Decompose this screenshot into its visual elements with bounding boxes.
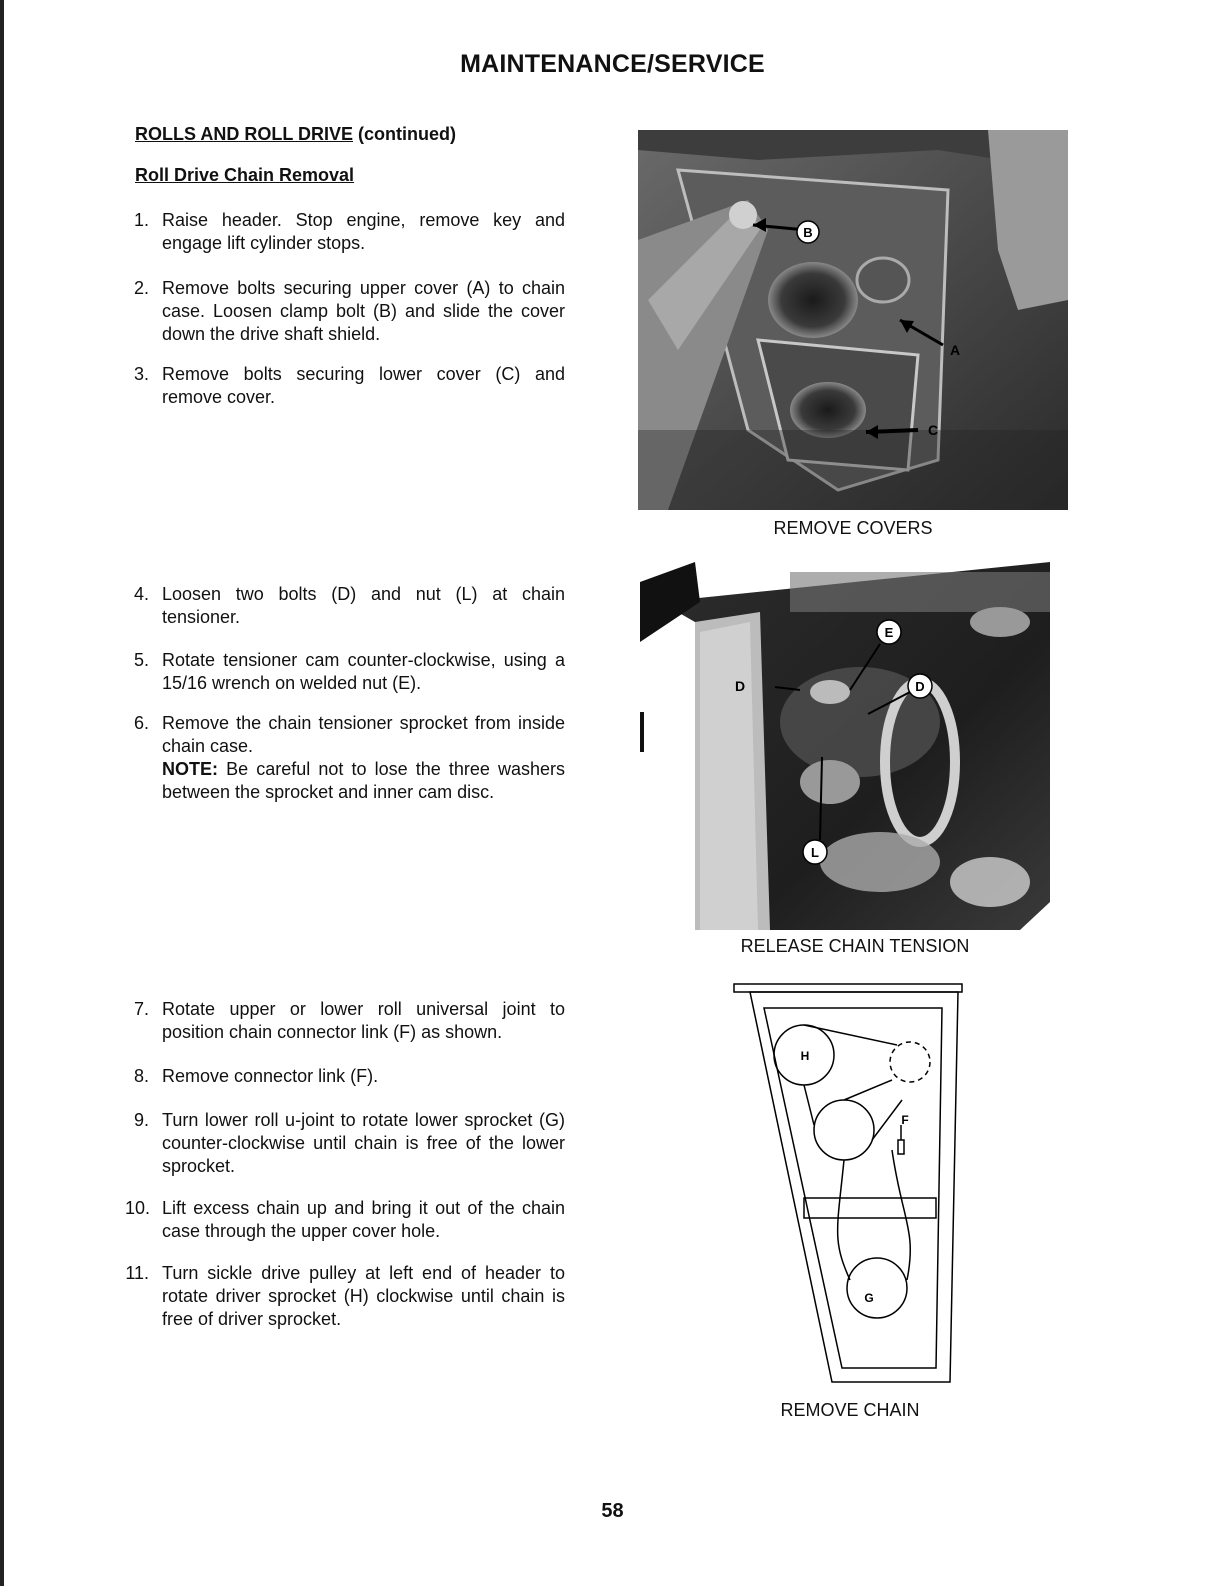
figure-remove-covers-photo: [638, 130, 1068, 510]
note-text: Be careful not to lose the three washers between the sprocket and inner cam disc.: [162, 759, 565, 802]
sprocket-g: [847, 1258, 907, 1318]
label-b: B: [803, 225, 813, 240]
step-text: [162, 712, 565, 804]
step-number: 1.: [133, 210, 149, 230]
step-number: 6.: [133, 713, 149, 733]
step-number: 9.: [133, 1110, 149, 1130]
label-g: G: [864, 1291, 874, 1305]
note-label: NOTE:: [162, 759, 218, 779]
section-heading: [135, 124, 456, 145]
label-a: A: [950, 342, 961, 358]
step-text: Rotate upper or lower roll universal joint to position chain connector link (F) as shown.: [162, 999, 565, 1042]
caption-release-chain-tension: RELEASE CHAIN TENSION: [740, 936, 970, 956]
step-number: 2.: [133, 278, 149, 298]
page-number: 58: [601, 1500, 624, 1522]
step-text: Remove bolts securing upper cover (A) to chain case. Loosen clamp bolt (B) and slide the cover down the drive shaft shield.: [162, 278, 565, 344]
step-text: Turn lower roll u-joint to rotate lower sprocket (G) counter-clockwise until chain is free of the lower sprocket.: [162, 1110, 565, 1176]
step-number: 7.: [133, 999, 149, 1019]
caption-remove-chain: REMOVE CHAIN: [780, 1400, 920, 1420]
page-left-border: [0, 0, 4, 1586]
label-e: E: [884, 625, 894, 640]
step-text: Lift excess chain up and bring it out of the chain case through the upper cover hole.: [162, 1198, 565, 1241]
figure-remove-chain-diagram: [732, 980, 968, 1390]
step-6-text: Remove the chain tensioner sprocket from inside chain case.: [162, 713, 565, 756]
label-d-left: D: [735, 678, 746, 694]
photo-release-chain-tension: [640, 562, 1050, 930]
label-d-right: D: [915, 679, 925, 694]
diagram-top-bar: [734, 984, 962, 992]
figure-release-chain-tension-photo: [640, 562, 1050, 930]
subsection-heading: Roll Drive Chain Removal: [135, 165, 355, 185]
photo-remove-covers: [638, 130, 1068, 510]
step-number: 4.: [133, 584, 149, 604]
diagram-remove-chain: [732, 980, 968, 1390]
caption-remove-covers: REMOVE COVERS: [773, 518, 933, 538]
step-text: Raise header. Stop engine, remove key and engage lift cylinder stops.: [162, 210, 565, 253]
chain-case-crossbar: [804, 1198, 936, 1218]
label-l: L: [811, 845, 819, 860]
step-number: 11.: [125, 1263, 149, 1283]
label-h: H: [800, 1049, 810, 1063]
step-number: 8.: [133, 1066, 149, 1086]
label-f: F: [901, 1113, 909, 1127]
drive-chain: [804, 1025, 910, 1280]
step-number: 10.: [125, 1198, 151, 1218]
section-heading-main: ROLLS AND ROLL DRIVE: [135, 124, 354, 144]
connector-link-f: [898, 1140, 904, 1154]
label-c: C: [928, 422, 939, 438]
upper-roll-sprocket: [814, 1100, 874, 1160]
section-heading-suffix: (continued): [353, 124, 456, 144]
step-text: Remove connector link (F).: [162, 1066, 379, 1086]
tensioner-sprocket-removed: [890, 1042, 930, 1082]
step-text: Rotate tensioner cam counter-clockwise, using a 15/16 wrench on welded nut (E).: [162, 650, 565, 693]
step-number: 3.: [133, 364, 149, 384]
step-text: Turn sickle drive pulley at left end of header to rotate driver sprocket (H) clockwise until chain is free of driver sprocket.: [162, 1263, 565, 1329]
step-text: Loosen two bolts (D) and nut (L) at chain tensioner.: [162, 584, 565, 627]
step-text: Remove bolts securing lower cover (C) and remove cover.: [162, 364, 565, 407]
page-title: MAINTENANCE/SERVICE: [460, 50, 765, 78]
step-number: 5.: [133, 650, 149, 670]
